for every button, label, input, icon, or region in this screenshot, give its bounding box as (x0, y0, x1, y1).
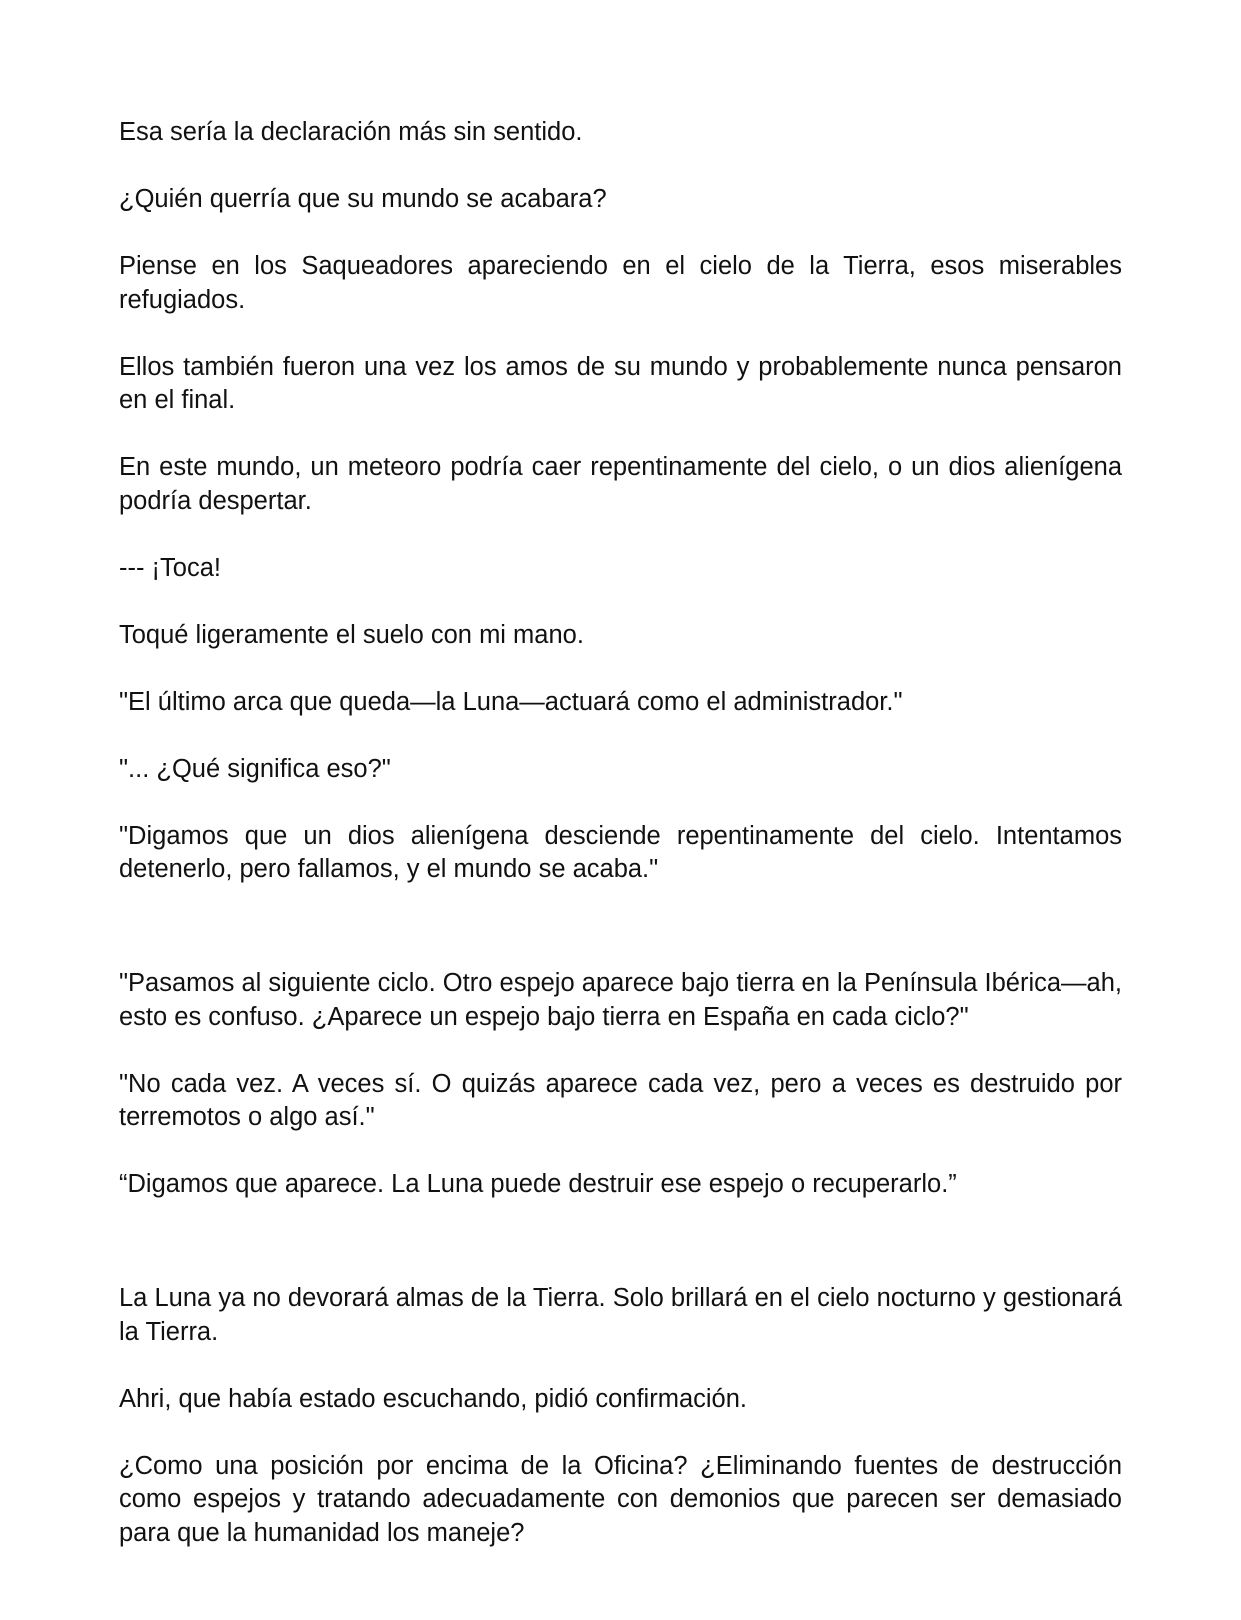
paragraph: Esa sería la declaración más sin sentido. (119, 118, 583, 146)
paragraph: "Pasamos al siguiente ciclo. Otro espejo aparece bajo tierra en la Península Ibérica—ah, esto es confuso. ¿Aparece un espejo bajo tierra en España en cada ciclo?" (119, 969, 1122, 1031)
paragraph: --- ¡Toca! (119, 553, 221, 582)
paragraph: La Luna ya no devorará almas de la Tierra. Solo brillará en el cielo nocturno y gestionará la Tierra. (119, 1284, 1122, 1346)
text-column (119, 116, 1122, 1584)
section-gap (119, 1235, 1122, 1282)
paragraph: Ellos también fueron una vez los amos de su mundo y probablemente nunca pensaron en el final. (119, 352, 1122, 414)
paragraph: "El último arca que queda—la Luna—actuará como el administrador." (119, 687, 903, 716)
paragraph: Piense en los Saqueadores apareciendo en el cielo de la Tierra, esos miserables refugiados. (119, 252, 1122, 314)
paragraph: Toqué ligeramente el suelo con mi mano. (119, 620, 584, 649)
section-gap (119, 920, 1122, 967)
paragraph: Ahri, que había estado escuchando, pidió confirmación. (119, 1384, 747, 1413)
paragraph: ¿Quién querría que su mundo se acabara? (119, 185, 607, 213)
paragraph: “Digamos que aparece. La Luna puede destruir ese espejo o recuperarlo.” (119, 1170, 957, 1198)
paragraph: ¿Como una posición por encima de la Oficina? ¿Eliminando fuentes de destrucción como espejos y tratando adecuadamente con demonios que parecen ser demasiado para que la humanidad los maneje? (119, 1451, 1122, 1547)
paragraph: "... ¿Qué significa eso?" (119, 754, 391, 783)
paragraph: En este mundo, un meteoro podría caer repentinamente del cielo, o un dios alienígena podría despertar. (119, 453, 1122, 515)
paragraph: "No cada vez. A veces sí. O quizás aparece cada vez, pero a veces es destruido por terremotos o algo así." (119, 1069, 1122, 1131)
paragraph: "Digamos que un dios alienígena desciende repentinamente del cielo. Intentamos detenerlo, pero fallamos, y el mundo se acaba." (119, 821, 1122, 883)
